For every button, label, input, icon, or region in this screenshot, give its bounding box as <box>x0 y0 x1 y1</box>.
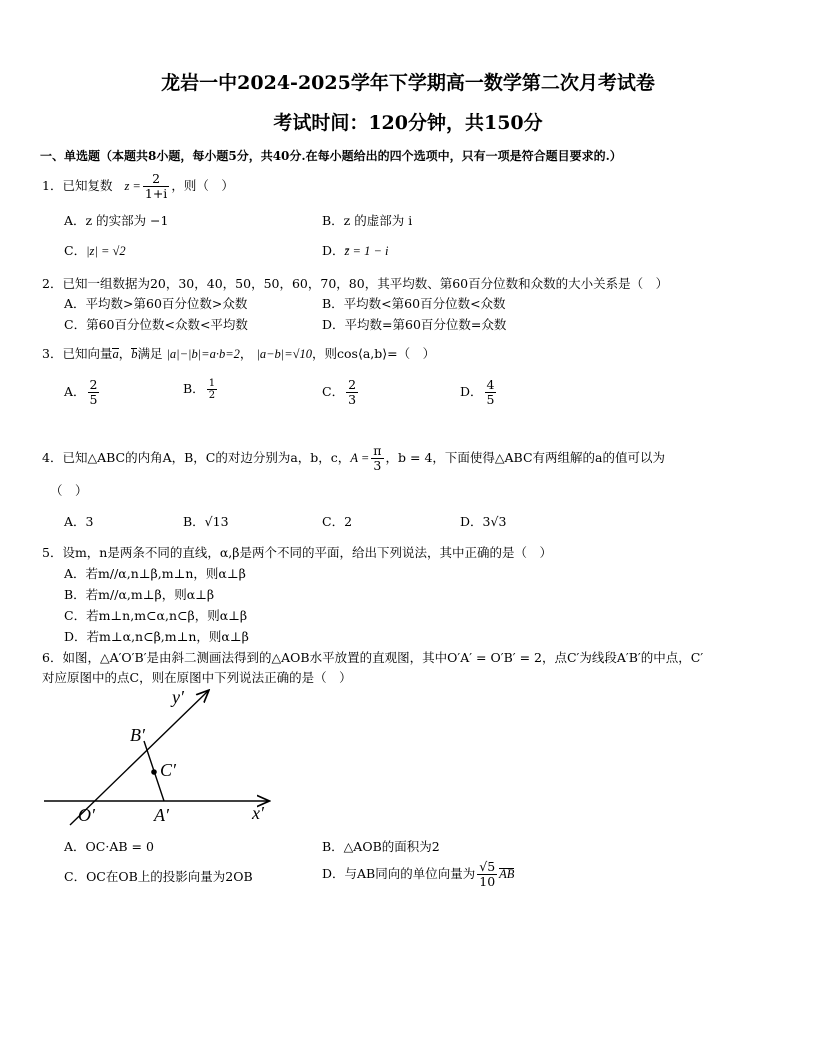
q1-stem-a: 1．已知复数 <box>42 177 113 193</box>
q6-option-d-vec: AB <box>499 866 515 881</box>
question-1-stem <box>42 172 234 201</box>
q1-stem-b: ，则（ ） <box>171 177 234 193</box>
question-2-stem: 2．已知一组数据为20，30，40，50，50，60，70，80，其平均数、第60百分位数和众数的大小关系是（ ） <box>42 276 669 291</box>
q3-option-d: D． $\frac{4}{5}$ <box>460 377 495 407</box>
q4-option-a: A．3 <box>64 514 94 529</box>
q1-option-a: A．z 的实部为 −1 <box>64 213 169 228</box>
oblique-diagram <box>40 685 280 830</box>
q1-formula-lhs: z = <box>124 178 141 193</box>
label-x: x′ <box>252 803 264 823</box>
q2-option-c: C．第60百分位数<众数<平均数 <box>64 317 248 332</box>
question-5-stem: 5．设m，n是两条不同的直线，α,β是两个不同的平面，给出下列说法，其中正确的是（ ） <box>42 545 552 560</box>
question-3-stem: 3．已知向量a，b满足 |a|−|b|=a·b=2， |a−b|=√10，则cos⟨a,b⟩=（ ） <box>42 346 436 361</box>
label-a: A′ <box>154 805 169 825</box>
q2-option-b: B．平均数<第60百分位数<众数 <box>322 296 506 311</box>
point-c <box>151 769 157 775</box>
section-heading: 一、单选题（本题共8小题，每小题5分，共40分.在每小题给出的四个选项中，只有一项是符合题目要求的.） <box>40 149 622 163</box>
q6-option-a: A．OC·AB = 0 <box>64 839 154 854</box>
q3-vec-b: b <box>131 347 138 361</box>
q5-option-d: D．若m⊥α,n⊂β,m⊥n，则α⊥β <box>64 629 249 644</box>
question-4-stem: 4．已知△ABC的内角A，B，C的对边分别为a，b，c，A = $\frac{\pi}{3}$ ，b = 4，下面使得△ABC有两组解的a的值可以为 <box>42 443 665 473</box>
label-o: O′ <box>78 805 95 825</box>
q2-option-a: A．平均数>第60百分位数>众数 <box>64 296 248 311</box>
q2-option-d: D．平均数=第60百分位数=众数 <box>322 317 507 332</box>
q6-option-d: D．与AB同向的单位向量为 $\frac{√5}{10}$ AB <box>322 859 515 889</box>
q5-option-a: A．若m//α,n⊥β,m⊥n，则α⊥β <box>64 566 246 581</box>
page-title: 龙岩一中2024-2025学年下学期高一数学第二次月考试卷 <box>161 72 655 94</box>
q4-option-c: C．2 <box>322 514 353 529</box>
page-subtitle: 考试时间：120分钟，共150分 <box>273 112 543 134</box>
q4-option-b: B．√13 <box>183 514 229 529</box>
q1-option-d-math: z̄ = 1 − i <box>344 244 389 258</box>
q1-option-b: B．z 的虚部为 i <box>322 213 413 228</box>
q3-option-c: C． $\frac{2}{3}$ <box>322 377 357 407</box>
label-b: B′ <box>130 725 145 745</box>
q3-condition-2: |a−b|=√10 <box>256 347 312 361</box>
q1-option-c: C．|z| = √2 <box>64 243 126 258</box>
q5-option-b: B．若m//α,m⊥β，则α⊥β <box>64 587 215 602</box>
q5-option-c: C．若m⊥n,m⊂α,n⊂β，则α⊥β <box>64 608 248 623</box>
q6-option-c: C．OC在OB上的投影向量为2OB <box>64 869 253 884</box>
q1-option-d: D．z̄ = 1 − i <box>322 243 389 258</box>
label-c: C′ <box>160 760 176 780</box>
q4-option-d: D．3√3 <box>460 514 507 529</box>
q3-option-a: A． $\frac{2}{5}$ <box>64 377 98 407</box>
question-6-stem-line1: 6．如图，△A′O′B′是由斜二测画法得到的△AOB水平放置的直观图，其中O′A′ = O′B′ = 2，点C′为线段A′B′的中点，C′ <box>42 650 704 665</box>
question-4-paren: （ ） <box>50 483 88 498</box>
label-y: y′ <box>172 687 184 707</box>
question-6-stem-line2: 对应原图中的点C，则在原图中下列说法正确的是（ ） <box>42 670 352 685</box>
q3-vec-a: a <box>112 347 119 361</box>
q1-option-c-math: |z| = √2 <box>86 244 126 258</box>
q6-option-b: B．△AOB的面积为2 <box>322 839 440 854</box>
q3-option-b: B． $\frac{1}{2}$ <box>183 378 216 401</box>
q1-fraction: $\frac{2}{1+i}$ <box>144 171 168 201</box>
q3-condition-1: |a|−|b|=a·b=2 <box>166 347 240 361</box>
